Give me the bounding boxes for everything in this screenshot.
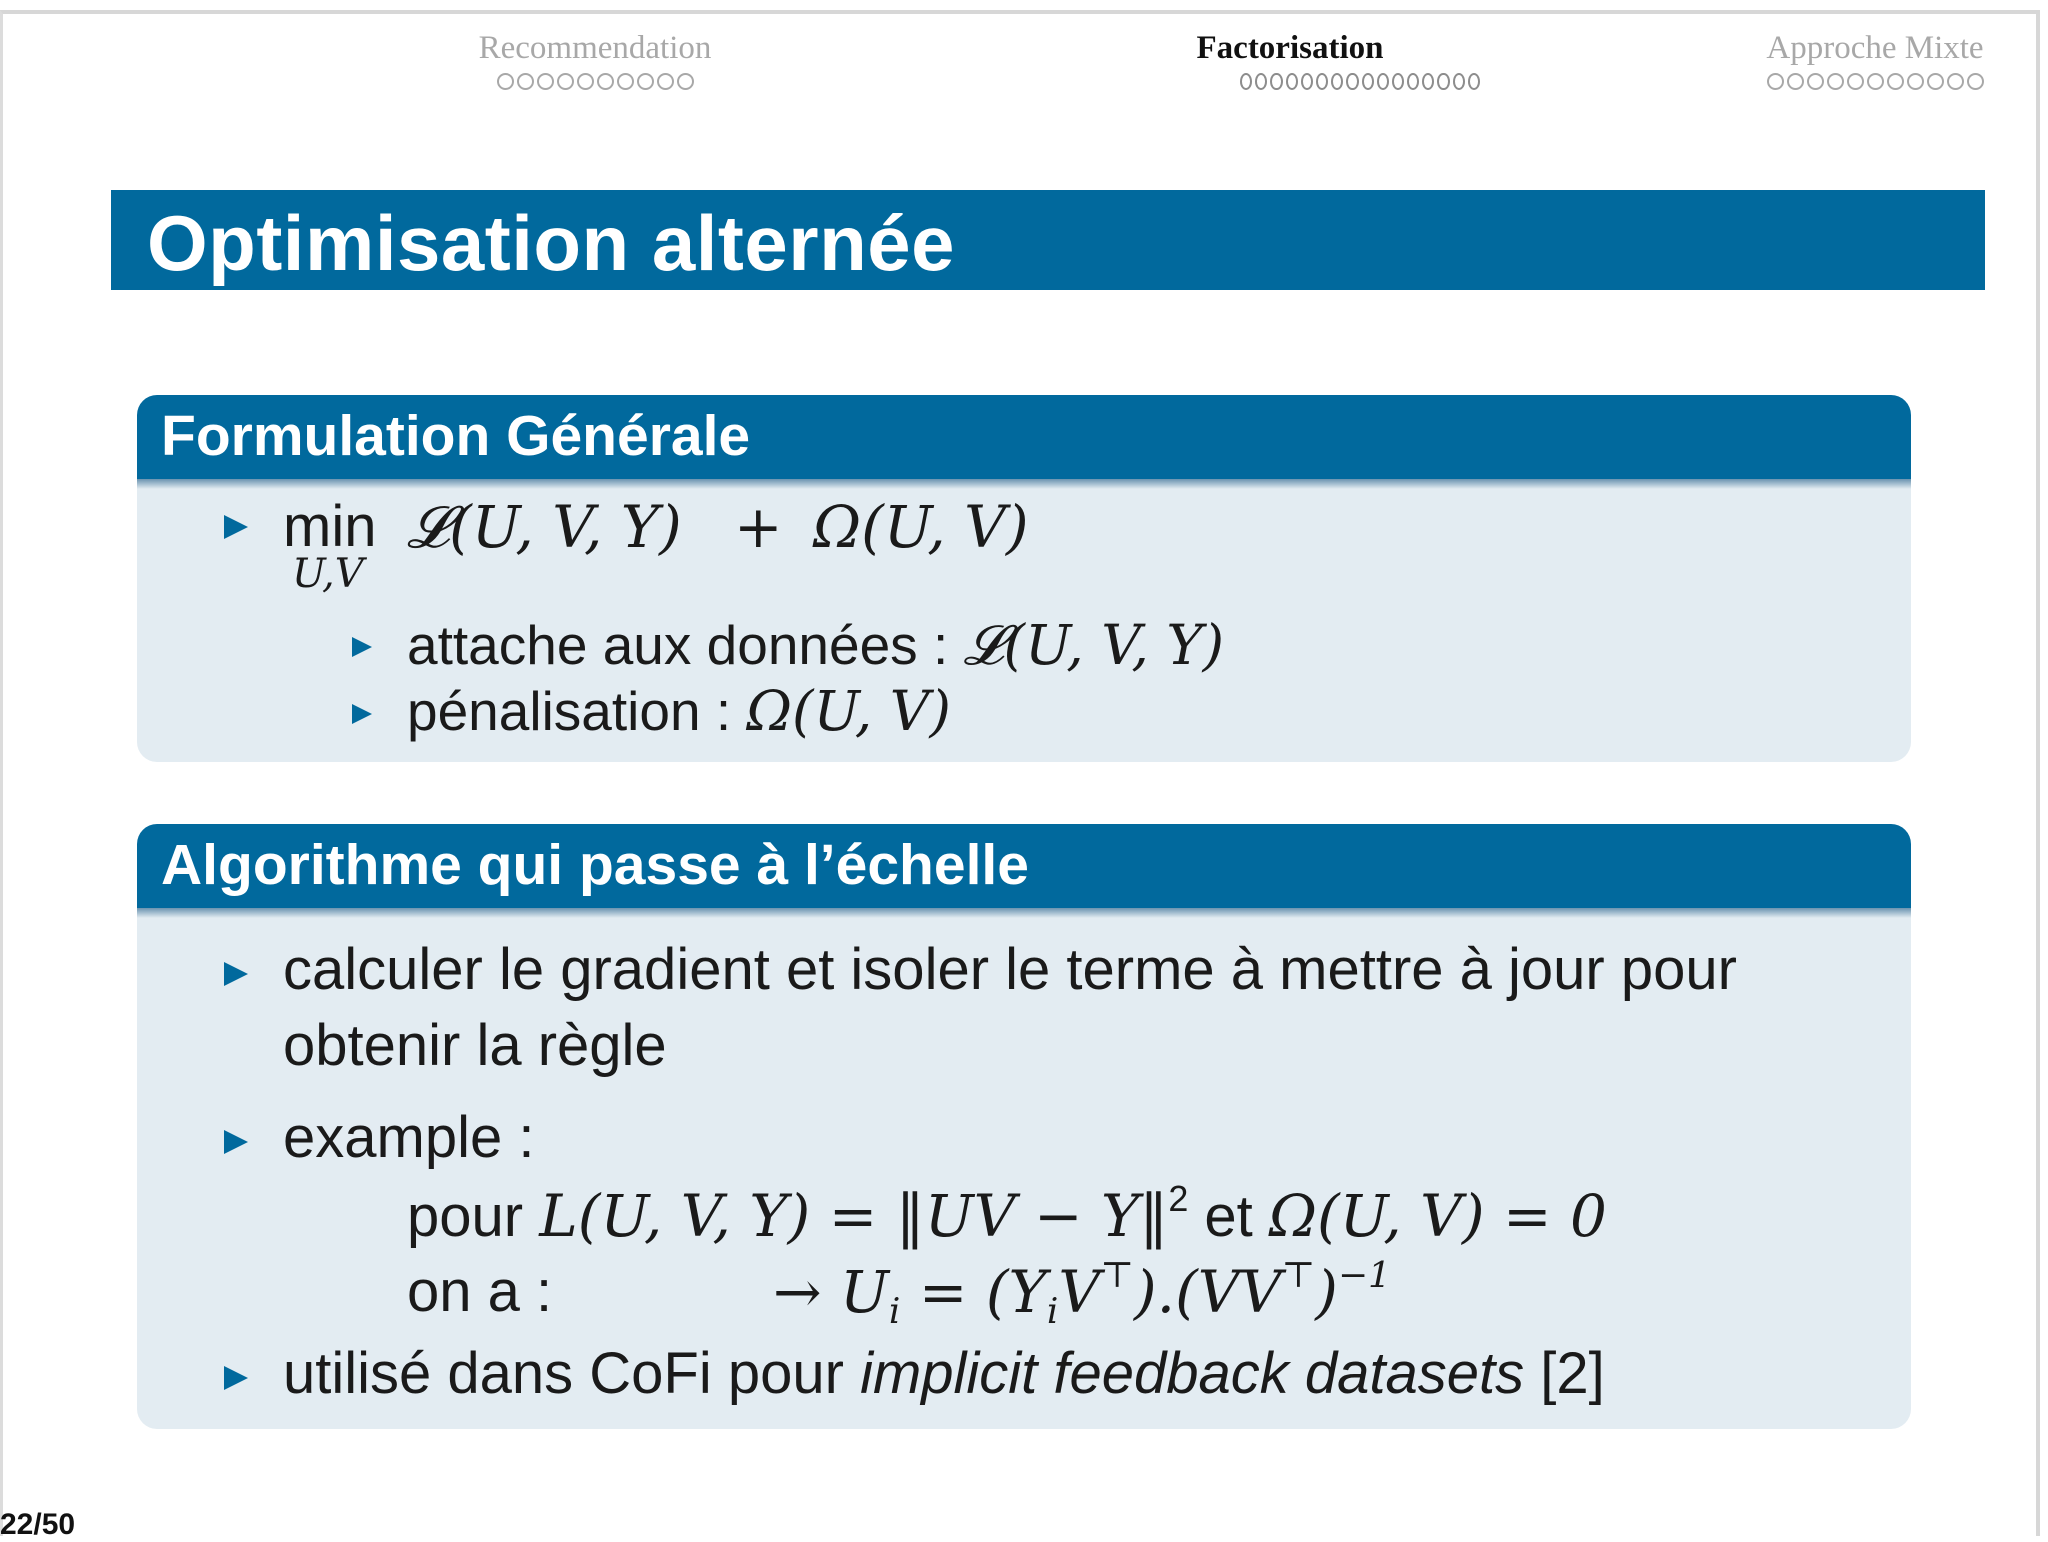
nav-dot-icon[interactable] [1422, 73, 1434, 90]
bullet-triangle-icon [224, 515, 248, 539]
nav-dot-icon[interactable] [617, 73, 634, 90]
nav-dots[interactable] [1240, 73, 1480, 90]
equation-pour [407, 1177, 1607, 1250]
sub-item-math: 𝓛(U, V, Y) [963, 613, 1225, 677]
eq-text: pour [407, 1184, 540, 1249]
nav-dot-icon[interactable] [1947, 73, 1964, 90]
nav-dot-icon[interactable] [1767, 73, 1784, 90]
nav-dot-icon[interactable] [1362, 73, 1374, 90]
nav-dot-icon[interactable] [1407, 73, 1419, 90]
block-body [137, 918, 1911, 1429]
item-gradient-line2: obtenir la règle [283, 1013, 667, 1078]
nav-dot-icon[interactable] [1270, 73, 1282, 90]
nav-dot-icon[interactable] [1967, 73, 1984, 90]
nav-dots[interactable] [1730, 73, 2020, 90]
eq-square: 2 [1168, 1177, 1189, 1219]
sub-item-math: Ω(U, V) [746, 679, 951, 743]
sub-item-label: attache aux données : [407, 614, 964, 676]
nav-dot-icon[interactable] [537, 73, 554, 90]
nav-dot-icon[interactable] [497, 73, 514, 90]
eq-text: et [1188, 1184, 1269, 1249]
nav-dot-icon[interactable] [1907, 73, 1924, 90]
nav-dot-icon[interactable] [557, 73, 574, 90]
eq-part: ).(VV [1134, 1258, 1282, 1326]
nav-dot-icon[interactable] [1847, 73, 1864, 90]
penalty-expression: Ω(U, V) [813, 493, 1029, 561]
sub-item-label: pénalisation : [407, 680, 747, 742]
nav-dot-icon[interactable] [657, 73, 674, 90]
eq-rhs: Ω(U, V) = 0 [1268, 1182, 1607, 1250]
nav-dot-icon[interactable] [517, 73, 534, 90]
item-gradient-line1: calculer le gradient et isoler le terme à mettre à jour pour [283, 937, 1737, 1002]
eq-lhs: L(U, V, Y) = ‖UV − Y‖ [539, 1182, 1169, 1250]
min-operator: min [283, 494, 377, 559]
block-header [137, 824, 1911, 908]
nav-dot-icon[interactable] [1807, 73, 1824, 90]
sub-bullet-triangle-icon [352, 704, 372, 724]
block-header-shadow [137, 908, 1911, 918]
bullet-triangle-icon [224, 962, 248, 986]
sub-bullet-triangle-icon [352, 637, 372, 657]
eq-text: on a : [407, 1259, 553, 1324]
nav-dot-icon[interactable] [1240, 73, 1252, 90]
loss-expression: 𝓛(U, V, Y) [407, 493, 682, 561]
item-cofi [283, 1340, 1605, 1407]
nav-dot-icon[interactable] [1286, 73, 1298, 90]
nav-dot-icon[interactable] [1787, 73, 1804, 90]
min-subscript: U,V [292, 551, 364, 597]
nav-dot-icon[interactable] [1827, 73, 1844, 90]
eq-sub: i [1046, 1290, 1059, 1332]
page-number: 22/50 [0, 1508, 76, 1541]
nav-dots[interactable] [440, 73, 750, 90]
update-rule [773, 1254, 1391, 1332]
nav-dot-icon[interactable] [1316, 73, 1328, 90]
nav-dot-icon[interactable] [1301, 73, 1313, 90]
bullet-triangle-icon [224, 1130, 248, 1154]
block-formulation-generale [137, 395, 1911, 762]
eq-sup: ⊤ [1281, 1254, 1316, 1296]
nav-section-approche-mixte[interactable] [1730, 30, 2020, 90]
slide-title: Optimisation alternée [147, 199, 956, 287]
nav-label[interactable]: Approche Mixte [1766, 30, 1984, 66]
item-citation[interactable]: [2] [1524, 1341, 1605, 1406]
nav-dot-icon[interactable] [1331, 73, 1343, 90]
nav-section-recommendation[interactable] [440, 30, 750, 90]
nav-dot-icon[interactable] [1346, 73, 1358, 90]
nav-section-factorisation[interactable] [1100, 30, 1480, 90]
nav-dot-icon[interactable] [1255, 73, 1267, 90]
nav-dot-icon[interactable] [1453, 73, 1465, 90]
block-body [137, 489, 1911, 762]
nav-dot-icon[interactable] [1927, 73, 1944, 90]
item-text: utilisé dans CoFi pour [283, 1341, 861, 1406]
eq-sup: −1 [1337, 1254, 1391, 1296]
block-title: Algorithme qui passe à l’échelle [161, 833, 1029, 897]
block-title: Formulation Générale [161, 404, 751, 468]
item-example-label: example : [283, 1105, 535, 1170]
nav-dot-icon[interactable] [1377, 73, 1389, 90]
slide-title-bar [111, 190, 1985, 290]
nav-label[interactable]: Factorisation [1196, 30, 1384, 66]
nav-dot-icon[interactable] [1867, 73, 1884, 90]
nav-dot-icon[interactable] [577, 73, 594, 90]
bullet-triangle-icon [224, 1366, 248, 1390]
sub-item-penalisation [407, 679, 951, 743]
block-header-shadow [137, 479, 1911, 489]
equation-on-a [407, 1258, 552, 1325]
item-italic: implicit feedback datasets [860, 1341, 1525, 1406]
nav-dot-icon[interactable] [1887, 73, 1904, 90]
nav-label[interactable]: Recommendation [478, 30, 712, 66]
plus-sign: + [734, 493, 783, 561]
nav-dot-icon[interactable] [1437, 73, 1449, 90]
nav-dot-icon[interactable] [677, 73, 694, 90]
nav-dot-icon[interactable] [637, 73, 654, 90]
nav-dot-icon[interactable] [1392, 73, 1404, 90]
eq-part: ) [1315, 1258, 1338, 1326]
nav-dot-icon[interactable] [597, 73, 614, 90]
eq-part: → U [773, 1258, 889, 1326]
block-header [137, 395, 1911, 479]
sub-item-attache [407, 613, 1224, 678]
eq-sup: ⊤ [1100, 1254, 1135, 1296]
eq-sub: i [888, 1290, 901, 1332]
block-algorithme [137, 824, 1911, 1429]
nav-dot-icon[interactable] [1468, 73, 1480, 90]
eq-part: V [1058, 1258, 1101, 1326]
eq-part: = (Y [900, 1258, 1047, 1326]
